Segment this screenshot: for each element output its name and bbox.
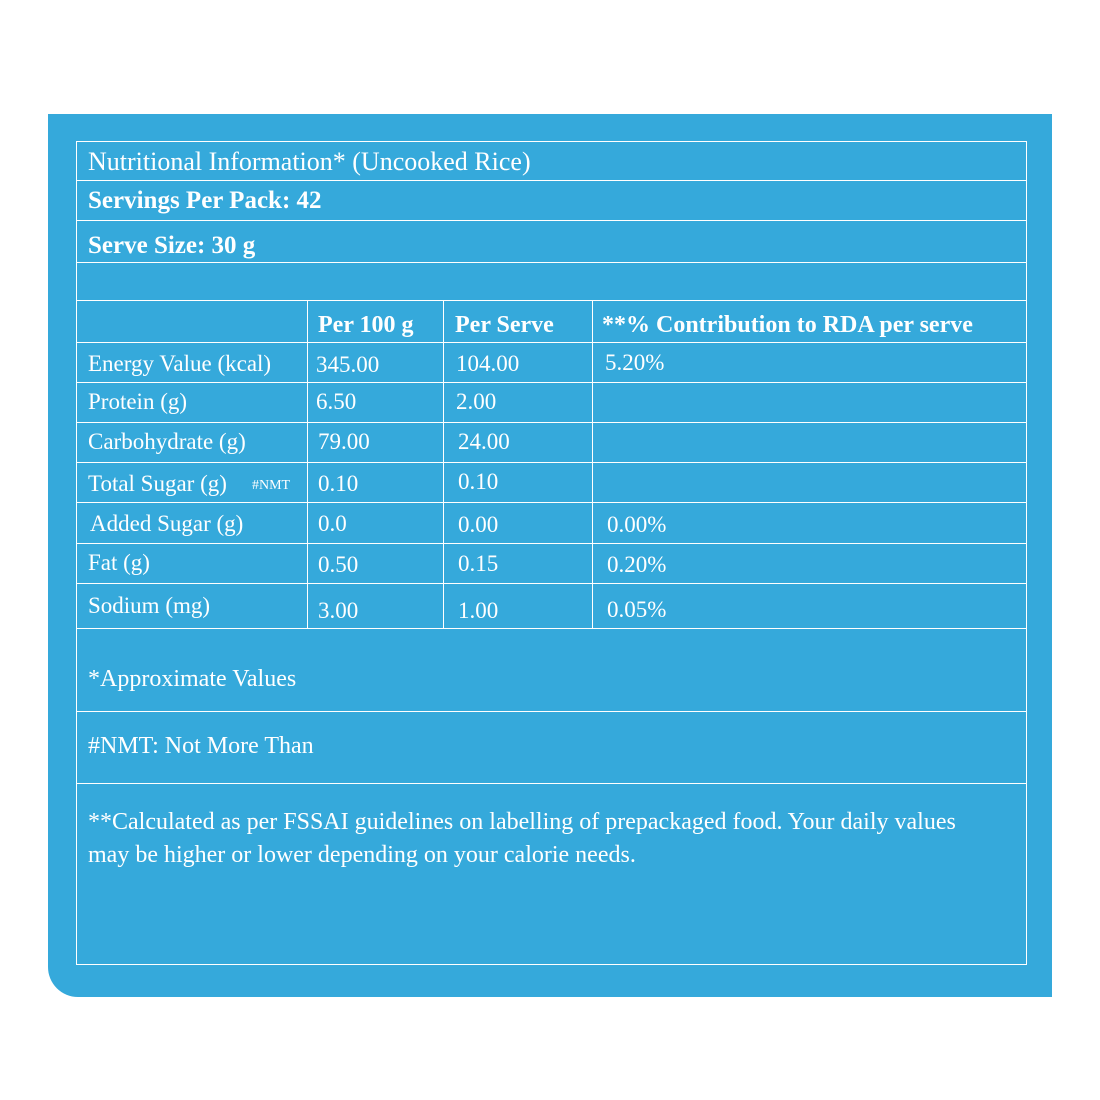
note-fssai: **Calculated as per FSSAI guidelines on labelling of prepackaged food. Your daily values may be higher or lower depending on your calorie needs.	[88, 809, 956, 868]
nutrient-name: Energy Value (kcal)	[88, 351, 272, 376]
value-per-serve: 2.00	[456, 389, 497, 414]
value-per-100g: 0.10	[318, 471, 359, 496]
nutrient-name: Fat (g)	[88, 550, 150, 575]
value-per-100g: 6.50	[316, 389, 357, 414]
value-rda: 0.00%	[607, 512, 667, 537]
rule	[77, 543, 1027, 544]
value-per-100g: 345.00	[316, 352, 380, 377]
value-per-100g: 79.00	[318, 429, 370, 454]
rule	[77, 180, 1027, 181]
serve-size: Serve Size: 30 g	[88, 232, 256, 259]
rule	[77, 382, 1027, 383]
rule	[77, 262, 1027, 263]
value-per-serve: 24.00	[458, 429, 510, 454]
value-per-serve: 0.00	[458, 512, 499, 537]
value-rda: 0.20%	[607, 552, 667, 577]
label-title: Nutritional Information* (Uncooked Rice)	[88, 147, 531, 176]
rule	[77, 220, 1027, 221]
nutrient-name: Added Sugar (g)	[90, 511, 244, 536]
rule	[77, 583, 1027, 584]
rule	[77, 628, 1027, 629]
column-rule	[443, 300, 444, 628]
note-approximate-values: *Approximate Values	[88, 666, 297, 692]
rule	[77, 783, 1027, 784]
value-per-100g: 0.0	[318, 511, 347, 536]
rule	[77, 502, 1027, 503]
nutrient-name: Total Sugar (g)	[88, 471, 227, 496]
rule	[77, 342, 1027, 343]
value-per-serve: 0.15	[458, 551, 499, 576]
value-per-100g: 0.50	[318, 552, 359, 577]
value-rda: 5.20%	[605, 350, 665, 375]
header-per-serve: Per Serve	[455, 312, 554, 338]
value-per-serve: 104.00	[456, 351, 520, 376]
header-rda: **% Contribution to RDA per serve	[602, 312, 973, 338]
nmt-marker: #NMT	[252, 478, 291, 493]
value-per-serve: 1.00	[458, 598, 499, 623]
rule	[77, 422, 1027, 423]
header-per-100g: Per 100 g	[318, 312, 414, 338]
servings-per-pack: Servings Per Pack: 42	[88, 187, 322, 214]
value-per-100g: 3.00	[318, 598, 359, 623]
column-rule	[307, 300, 308, 628]
nutrient-name: Protein (g)	[88, 389, 188, 414]
nutrient-name: Carbohydrate (g)	[88, 429, 246, 454]
value-per-serve: 0.10	[458, 469, 499, 494]
column-rule	[592, 300, 593, 628]
value-rda: 0.05%	[607, 597, 667, 622]
rule	[77, 711, 1027, 712]
rule	[77, 300, 1027, 301]
rule	[77, 462, 1027, 463]
note-nmt: #NMT: Not More Than	[88, 733, 314, 759]
nutrient-name: Sodium (mg)	[88, 593, 211, 618]
